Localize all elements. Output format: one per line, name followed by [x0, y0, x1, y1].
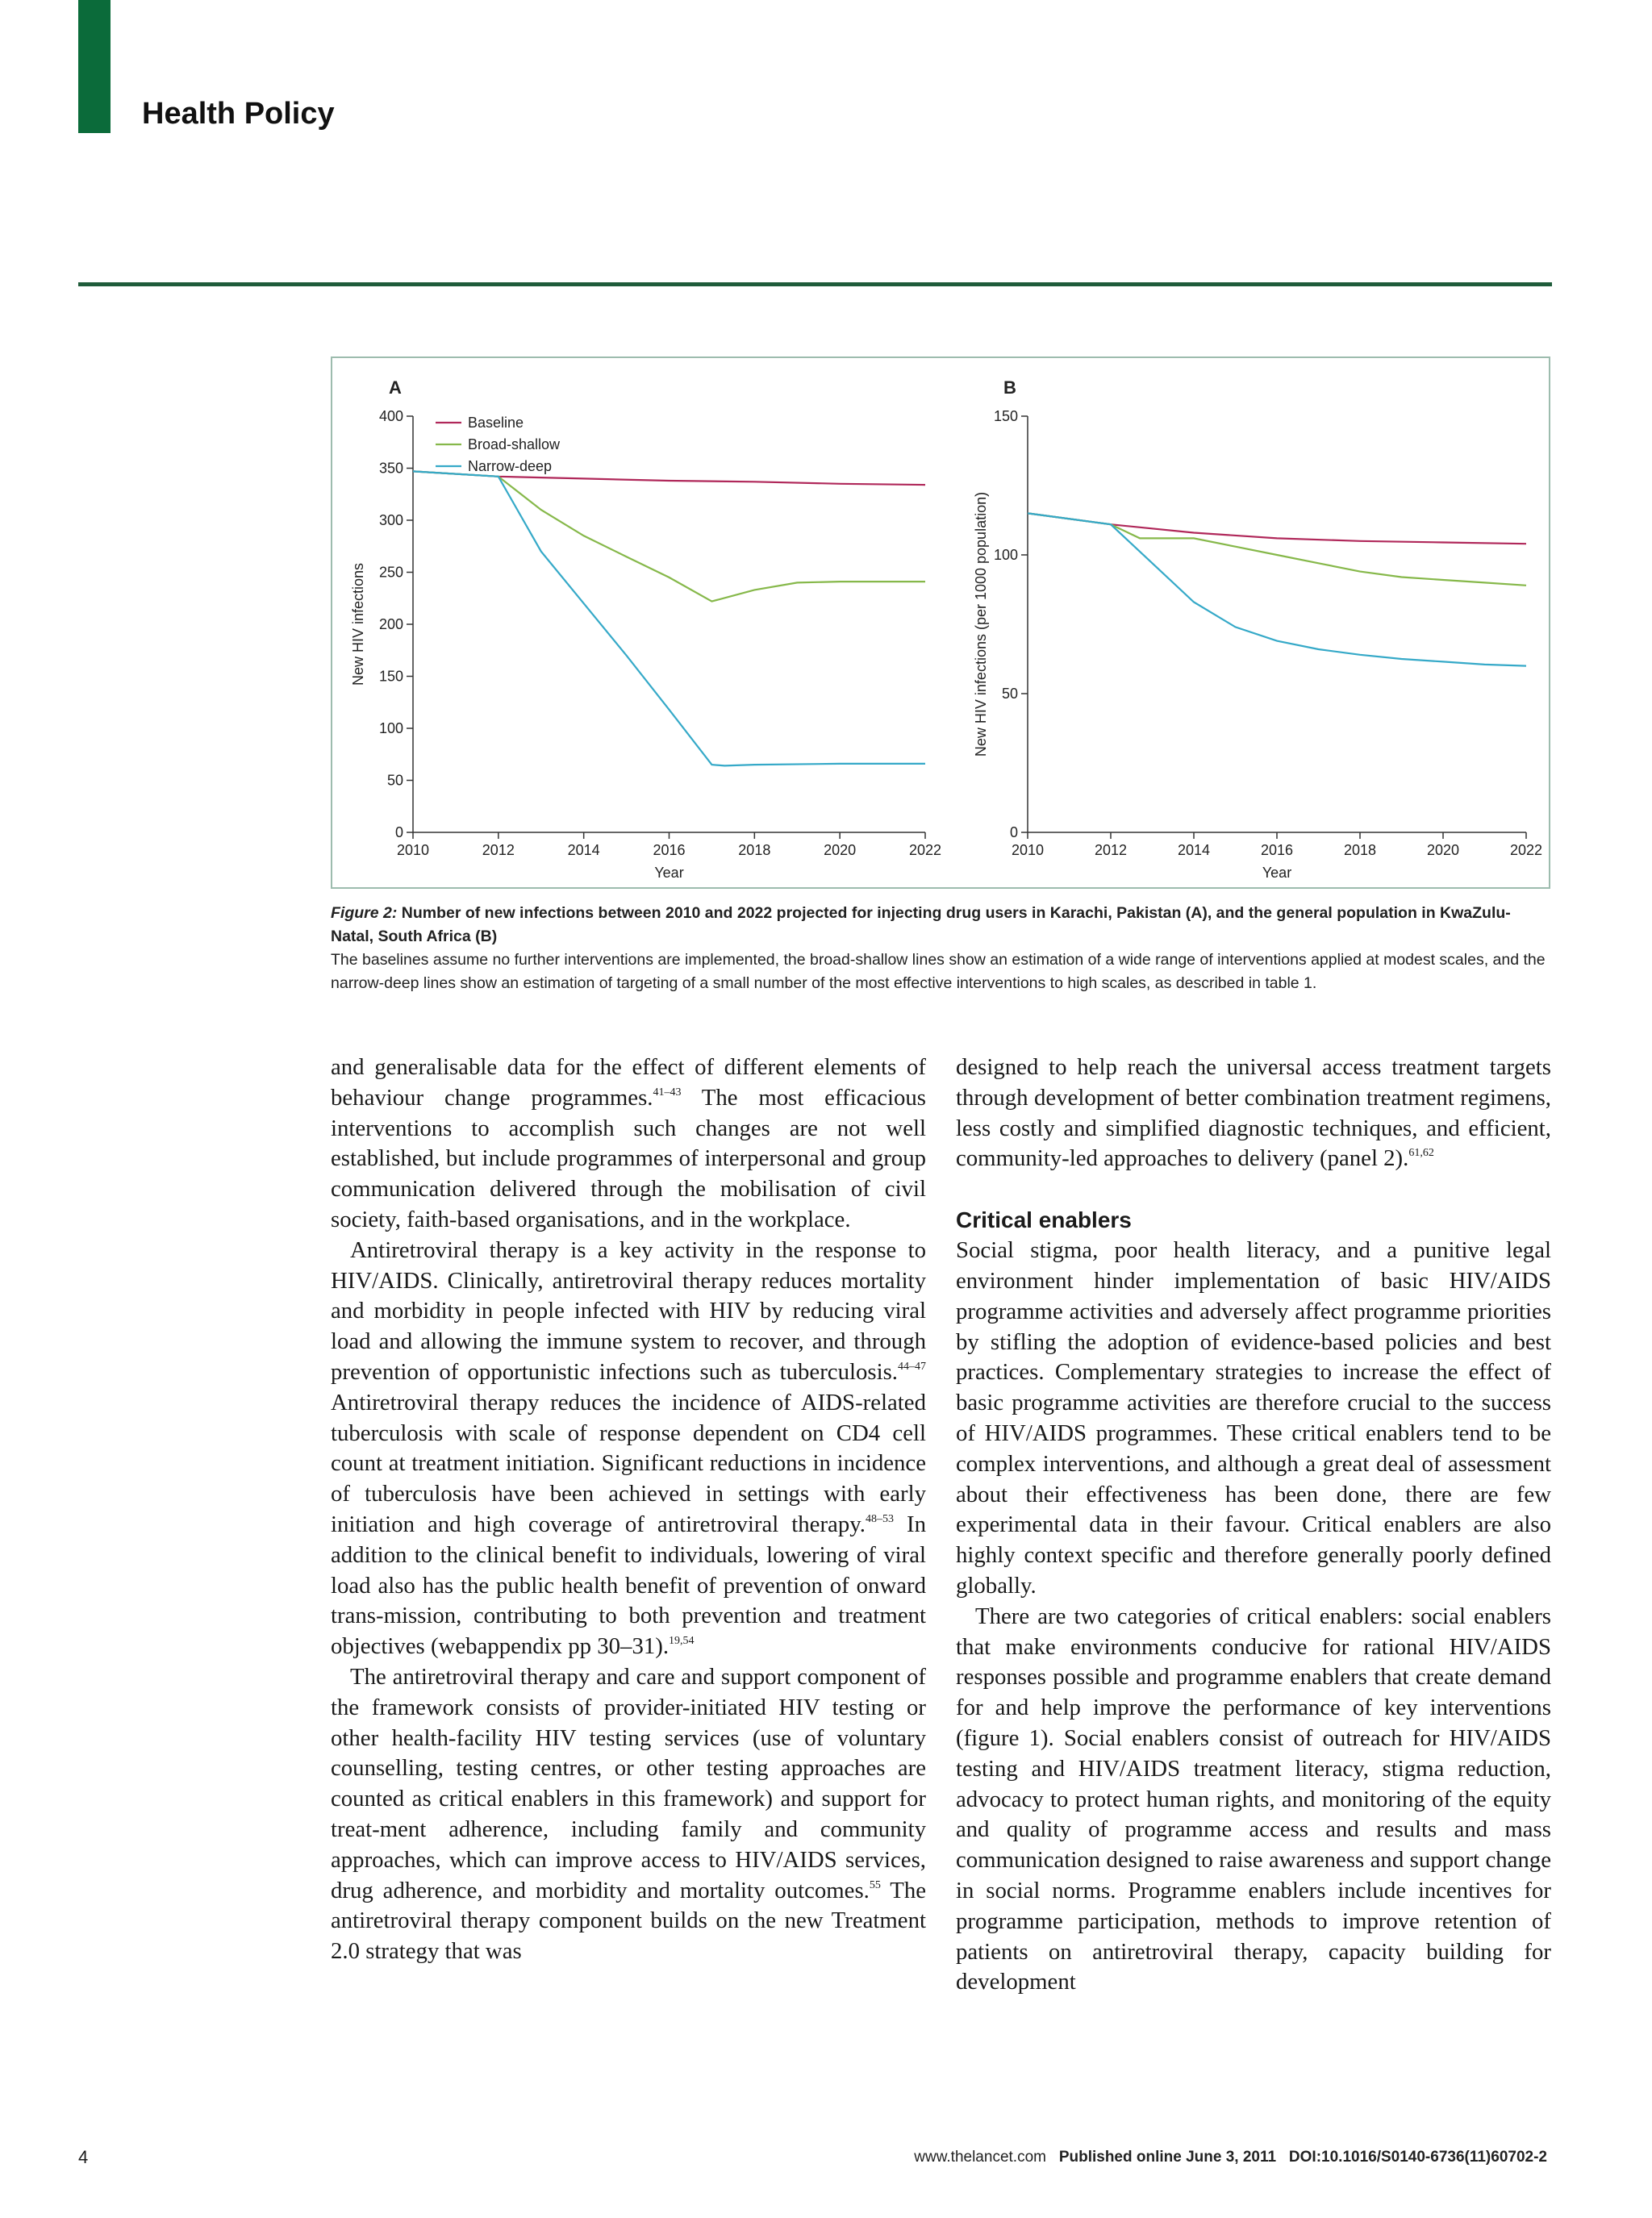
panel-b-x-axis-title: Year [1262, 865, 1292, 881]
panel-a-y-tick-label: 50 [386, 772, 403, 789]
caption-label: Figure 2: [331, 904, 398, 922]
paragraph: There are two categories of critical enablers: social enablers that make environments conducive for rational HIV/AIDS responses possible and programme enablers that create demand for and help improve the performance of key interventions (figure 1). Social enablers consist of outreach for HIV/AIDS testing and HIV/AIDS treatment literacy, stigma reduction, advocacy to protect human rights, and monitoring of the equity and quality of programme access and results and mass communication designed to raise awareness and support change in social norms. Programme enablers include incentives for programme participation, methods to improve retention of patients on antiretroviral therapy, capacity building for development [956, 1603, 1551, 1995]
text-run: Antiretroviral therapy is a key activity in the response to HIV/AIDS. Clinically, antiretroviral therapy reduces mortality and morbidity in people infected with HIV by reducing viral load and allowing the immune system to recover, and through prevention of opportunistic infections such as tuberculosis. [331, 1236, 926, 1385]
panel-a-x-tick-label: 2014 [567, 842, 600, 858]
figure-2 [331, 356, 1550, 889]
section-color-tab [78, 0, 111, 133]
caption-body: The baselines assume no further interventions are implemented, the broad-shallow lines show an estimation of a wide range of interventions applied at modest scales, and the narrow-deep lines show an estimation of targeting of a small number of the most effective interventions to high scales, as described in table 1. [331, 951, 1546, 992]
footer-citation [914, 2149, 1547, 2166]
panel-a-x-tick-label: 2020 [824, 842, 857, 858]
citation: 41–43 [653, 1086, 682, 1099]
panel-b-y-tick-label: 50 [1001, 686, 1018, 702]
panel-a-y-tick-label: 200 [378, 616, 403, 632]
figure-2-chart [332, 358, 1549, 887]
panel-a-x-tick-label: 2012 [482, 842, 515, 858]
panel-a-x-tick-label: 2010 [396, 842, 430, 858]
panel-a-y-tick-label: 250 [378, 564, 403, 581]
panel-a-x-axis-title: Year [654, 865, 684, 881]
page-number: 4 [78, 2147, 89, 2167]
panel-a-y-tick-label: 300 [378, 512, 403, 528]
panel-b-label: B [1003, 377, 1016, 398]
text-run: designed to help reach the universal access treatment targets through development of better combination treatment regimens, less costly and simplified diagnostic techniques, and efficient, community-led approaches to delivery (panel 2). [956, 1054, 1551, 1172]
panel-a-line-narrow-deep [413, 471, 925, 765]
panel-a-label: A [389, 377, 402, 398]
citation: 55 [869, 1878, 881, 1891]
section-title: Health Policy [142, 97, 335, 131]
panel-a-y-tick-label: 350 [378, 460, 403, 477]
text-run: and generalisable data for the effect of different elements of behaviour change programmes. [331, 1054, 926, 1111]
text-run: The antiretroviral therapy and care and support component of the framework consists of provider-initiated HIV testing or other health-facility HIV testing services (use of voluntary counselling, testing centres, or other testing approaches are counted as critical enablers in this framework) and support for treat-ment adherence, including family and community approaches, which can improve access to HIV/AIDS services, drug adherence, and morbidity and mortality outcomes. [331, 1663, 926, 1903]
panel-b-y-tick-label: 150 [993, 408, 1018, 424]
legend-label-broad-shallow: Broad-shallow [468, 436, 561, 452]
text-run: The most efficacious interventions to accomplish such changes are not well established, but include programmes of interpersonal and group communication delivered through the mobilisation of civil society, faith-based organisations, and in the workplace. [331, 1084, 926, 1232]
caption-title [331, 902, 1550, 948]
panel-b-x-tick-label: 2014 [1177, 842, 1211, 858]
panel-b-line-narrow-deep [1028, 513, 1526, 665]
legend-label-baseline: Baseline [468, 415, 524, 431]
panel-b-y-axis-title: New HIV infections (per 1000 population) [973, 491, 989, 757]
figure-caption [331, 902, 1550, 995]
panel-b-y-tick-label: 100 [993, 547, 1018, 563]
panel-b-x-tick-label: 2020 [1426, 842, 1460, 858]
text-run: In addition to the clinical benefit to individuals, lowering of viral load also has the public health benefit of prevention of onward trans-mission, contributing to both prevention and treatment objectives (webappendix pp 30–31). [331, 1511, 927, 1660]
panel-b-x-tick-label: 2022 [1509, 842, 1543, 858]
journal-site[interactable]: www.thelancet.com [914, 2149, 1046, 2166]
caption-title-text: Number of new infections between 2010 and 2022 projected for injecting drug users in Karachi, Pakistan (A), and the general population in KwaZulu-Natal, South Africa (B) [331, 904, 1511, 945]
panel-a-y-tick-label: 150 [378, 668, 403, 685]
panel-a-y-tick-label: 100 [378, 720, 403, 736]
panel-b-x-tick-label: 2018 [1343, 842, 1377, 858]
panel-b-x-tick-label: 2012 [1094, 842, 1128, 858]
paragraph [956, 1053, 1551, 1174]
right-column [956, 1053, 1551, 1998]
paragraph [331, 1236, 926, 1662]
panel-a-y-axis-title: New HIV infections [350, 562, 366, 686]
paragraph: Social stigma, poor health literacy, and a punitive legal environment hinder implementation of basic HIV/AIDS programme activities and adversely affect programme priorities by stifling the adoption of evidence-based policies and best practices. Complementary strategies to increase the effect of basic programme activities are therefore crucial to the success of HIV/AIDS programmes. These critical enablers tend to be complex interventions, and although a great deal of assessment about their effectiveness has been done, there are few experimental data in their favour. Critical enablers are also highly context specific and therefore generally poorly defined globally. [956, 1237, 1551, 1599]
published-date: Published online June 3, 2011 [1058, 2149, 1277, 2166]
left-column [331, 1053, 926, 1967]
paragraph [331, 1662, 926, 1967]
citation: 61,62 [1408, 1147, 1434, 1160]
panel-a-y-tick-label: 0 [394, 824, 403, 840]
panel-a-x-tick-label: 2018 [738, 842, 771, 858]
panel-a-line-broad-shallow [413, 471, 925, 601]
header-rule [78, 282, 1552, 286]
panel-b-x-tick-label: 2016 [1260, 842, 1294, 858]
paragraph [331, 1053, 926, 1236]
legend-label-narrow-deep: Narrow-deep [468, 458, 553, 474]
panel-b-y-tick-label: 0 [1009, 824, 1018, 840]
text-run: The antiretroviral therapy component builds on the new Treatment 2.0 strategy that was [331, 1877, 926, 1965]
panel-b-x-tick-label: 2010 [1011, 842, 1045, 858]
doi[interactable]: DOI:10.1016/S0140-6736(11)60702-2 [1288, 2149, 1547, 2166]
citation: 19,54 [669, 1635, 695, 1648]
panel-a-x-tick-label: 2016 [653, 842, 686, 858]
citation: 44–47 [898, 1360, 926, 1373]
citation: 48–53 [865, 1512, 894, 1525]
panel-a-x-tick-label: 2022 [908, 842, 942, 858]
section-heading: Critical enablers [956, 1207, 1132, 1233]
text-run: Antiretroviral therapy reduces the incidence of AIDS-related tuberculosis with scale of response dependent on CD4 cell count at treatment initiation. Significant reductions in incidence of tuberculosis have been achieved in settings with early initiation and high coverage of antiretroviral therapy. [331, 1389, 926, 1537]
panel-b-line-baseline [1028, 513, 1526, 544]
panel-a-y-tick-label: 400 [378, 408, 403, 424]
